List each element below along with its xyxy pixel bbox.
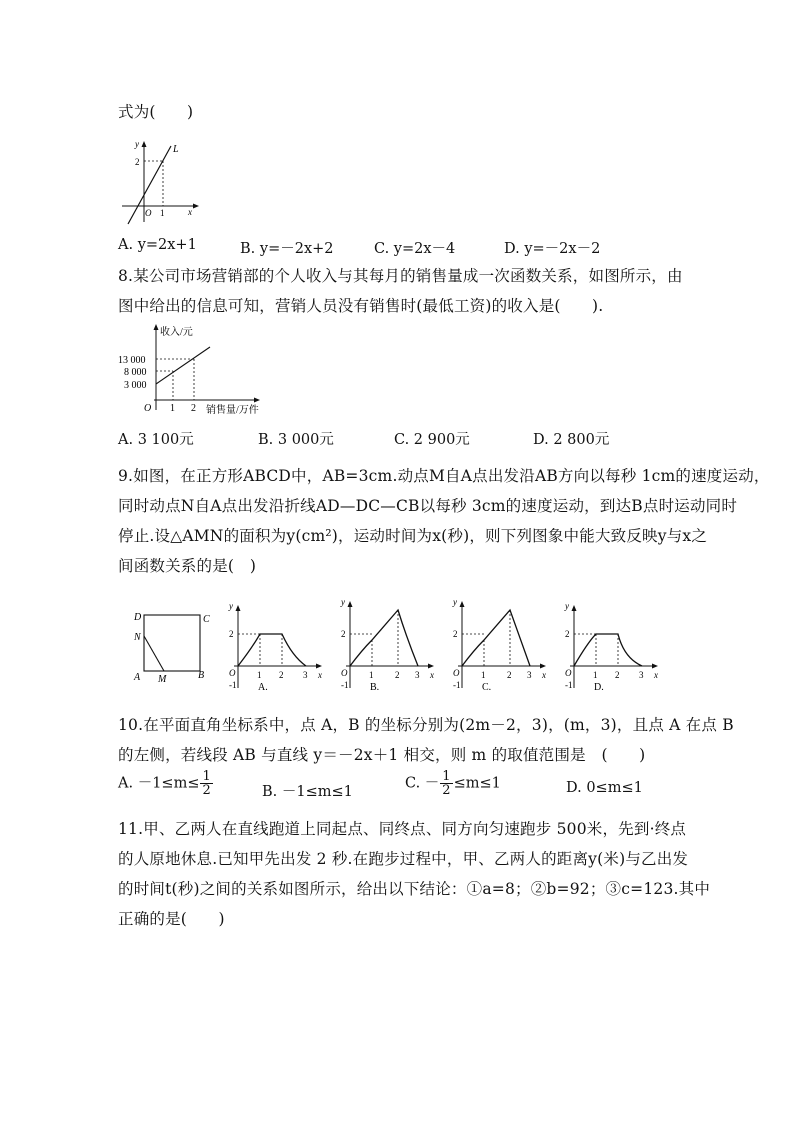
q9d-neg: -1 <box>565 680 573 690</box>
q9a-tick2: 2 <box>279 670 284 680</box>
q8-option-a: A. 3 100元 <box>118 432 194 448</box>
q11-stem-line3: 的时间t(秒)之间的关系如图所示，给出以下结论：①a=8；②b=92；③c=123.其中 <box>118 880 711 898</box>
q8-graph <box>114 322 284 418</box>
q7-graph <box>116 138 206 226</box>
q7-option-c: C. y=2x－4 <box>374 241 456 257</box>
q9c-y-label: y <box>453 597 457 607</box>
q9c-x-label: x <box>542 670 546 680</box>
q9-stem-line4: 间函数关系的是( ) <box>118 557 257 575</box>
q9a-tick1: 1 <box>257 670 262 680</box>
q9d-y-label: y <box>565 601 569 611</box>
frac-denominator: 2 <box>442 783 451 798</box>
q10-stem-line1: 10.在平面直角坐标系中，点 A，B 的坐标分别为(2m－2，3)，(m，3)，且点 A 在点 B <box>118 716 734 734</box>
q8-option-b: B. 3 000元 <box>258 432 334 448</box>
q7-y-label: y <box>135 139 139 149</box>
q9a-neg: -1 <box>229 680 237 690</box>
q9b-tick1: 1 <box>369 670 374 680</box>
q11-stem-line1: 11.甲、乙两人在直线跑道上同起点、同终点、同方向匀速跑步 500米，先到·终点 <box>118 820 687 838</box>
q9-stem-line1: 9.如图，在正方形ABCD中，AB=3cm.动点M自A点出发沿AB方向以每秒 1cm的速度运动， <box>118 467 770 485</box>
q7-tick-y: 2 <box>135 157 140 167</box>
q11-stem-line4: 正确的是( ) <box>118 910 225 928</box>
q9-graph-b <box>338 596 442 692</box>
q7-origin: O <box>145 208 152 218</box>
q9d-ytick: 2 <box>565 629 570 639</box>
q9a-y-label: y <box>229 601 233 611</box>
frac-denominator: 2 <box>202 783 211 798</box>
q10-option-a <box>118 770 214 797</box>
q9c-ytick: 2 <box>453 629 458 639</box>
q8-stem-line2: 图中给出的信息可知，营销人员没有销售时(最低工资)的收入是( ). <box>118 297 604 315</box>
q7-x-label: x <box>188 207 192 217</box>
q9-square-figure <box>130 606 214 684</box>
q7-stem-tail: 式为( ) <box>118 103 194 121</box>
q9d-label: D. <box>594 682 604 692</box>
q9a-ytick: 2 <box>229 629 234 639</box>
q9c-tick1: 1 <box>481 670 486 680</box>
q9d-x-label: x <box>654 670 658 680</box>
q8-ytick-13000: 13 000 <box>118 355 146 366</box>
q8-ytick-8000: 8 000 <box>124 367 147 378</box>
q8-option-c: C. 2 900元 <box>394 432 470 448</box>
q9-graph-d <box>562 600 666 692</box>
q8-xtick-2: 2 <box>191 403 196 414</box>
q8-y-label: 收入/元 <box>160 327 193 338</box>
q11-stem-line2: 的人原地休息.已知甲先出发 2 秒.在跑步过程中，甲、乙两人的距离y(米)与乙出发 <box>118 850 689 868</box>
q9a-x-label: x <box>318 670 322 680</box>
q10-option-b: B. －1≤m≤1 <box>262 784 353 800</box>
q7-tick-x: 1 <box>160 208 165 218</box>
q9a-label: A. <box>258 682 268 692</box>
q9-stem-line3: 停止.设△AMN的面积为y(cm²)，运动时间为x(秒)，则下列图象中能大致反映y与x之 <box>118 527 708 545</box>
q8-xtick-1: 1 <box>170 403 175 414</box>
q8-stem-line1: 8.某公司市场营销部的个人收入与其每月的销售量成一次函数关系，如图所示，由 <box>118 267 683 285</box>
q9b-x-label: x <box>430 670 434 680</box>
q10-option-c <box>405 770 501 797</box>
q9b-ytick: 2 <box>341 629 346 639</box>
q9-label-m: M <box>158 674 167 684</box>
q10-option-c-post: ≤m≤1 <box>453 775 501 792</box>
q9a-tick3: 3 <box>303 670 308 680</box>
q8-x-label: 销售量/万件 <box>206 405 259 416</box>
q9d-origin: O <box>565 668 572 678</box>
q9c-neg: -1 <box>453 680 461 690</box>
q8-origin: O <box>144 403 152 414</box>
q9a-origin: O <box>229 668 236 678</box>
q9-stem-line2: 同时动点N自A点出发沿折线AD—DC—CB以每秒 3cm的速度运动，到达B点时运动同时 <box>118 497 738 515</box>
q9-label-d: D <box>134 612 142 623</box>
q9b-neg: -1 <box>341 680 349 690</box>
q9b-tick3: 3 <box>415 670 420 680</box>
q9b-label: B. <box>370 682 380 692</box>
q9-label-n: N <box>134 632 141 643</box>
q10-option-d: D. 0≤m≤1 <box>566 780 643 796</box>
q10-stem-line2: 的左侧，若线段 AB 与直线 y＝－2x＋1 相交，则 m 的取值范围是 ( ) <box>118 746 646 764</box>
q9c-tick3: 3 <box>527 670 532 680</box>
q9-graph-a <box>226 600 330 692</box>
q9-label-b: B <box>198 670 205 681</box>
q10-option-c-fraction <box>440 770 452 797</box>
q10-option-c-pre: C. － <box>405 775 440 792</box>
q10-option-a-fraction <box>200 770 212 797</box>
q9c-origin: O <box>453 668 460 678</box>
frac-numerator: 1 <box>202 769 211 784</box>
q7-line-label: L <box>173 144 179 155</box>
q7-option-a: A. y=2x+1 <box>118 237 197 253</box>
q9-label-a: A <box>134 672 141 683</box>
q9c-label: C. <box>482 682 492 692</box>
q10-option-a-text: A. －1≤m≤ <box>118 775 200 792</box>
q9d-tick1: 1 <box>593 670 598 680</box>
q9b-origin: O <box>341 668 348 678</box>
frac-numerator: 1 <box>442 769 451 784</box>
q9-graph-c <box>450 596 554 692</box>
q9d-tick2: 2 <box>615 670 620 680</box>
q9-label-c: C <box>203 614 210 625</box>
q8-option-d: D. 2 800元 <box>533 432 610 448</box>
q7-option-b: B. y=－2x+2 <box>240 241 334 257</box>
q9b-y-label: y <box>341 597 345 607</box>
q9c-tick2: 2 <box>507 670 512 680</box>
q9b-tick2: 2 <box>395 670 400 680</box>
q9d-tick3: 3 <box>639 670 644 680</box>
q8-ytick-3000: 3 000 <box>124 380 147 391</box>
q7-option-d: D. y=－2x－2 <box>504 241 601 257</box>
